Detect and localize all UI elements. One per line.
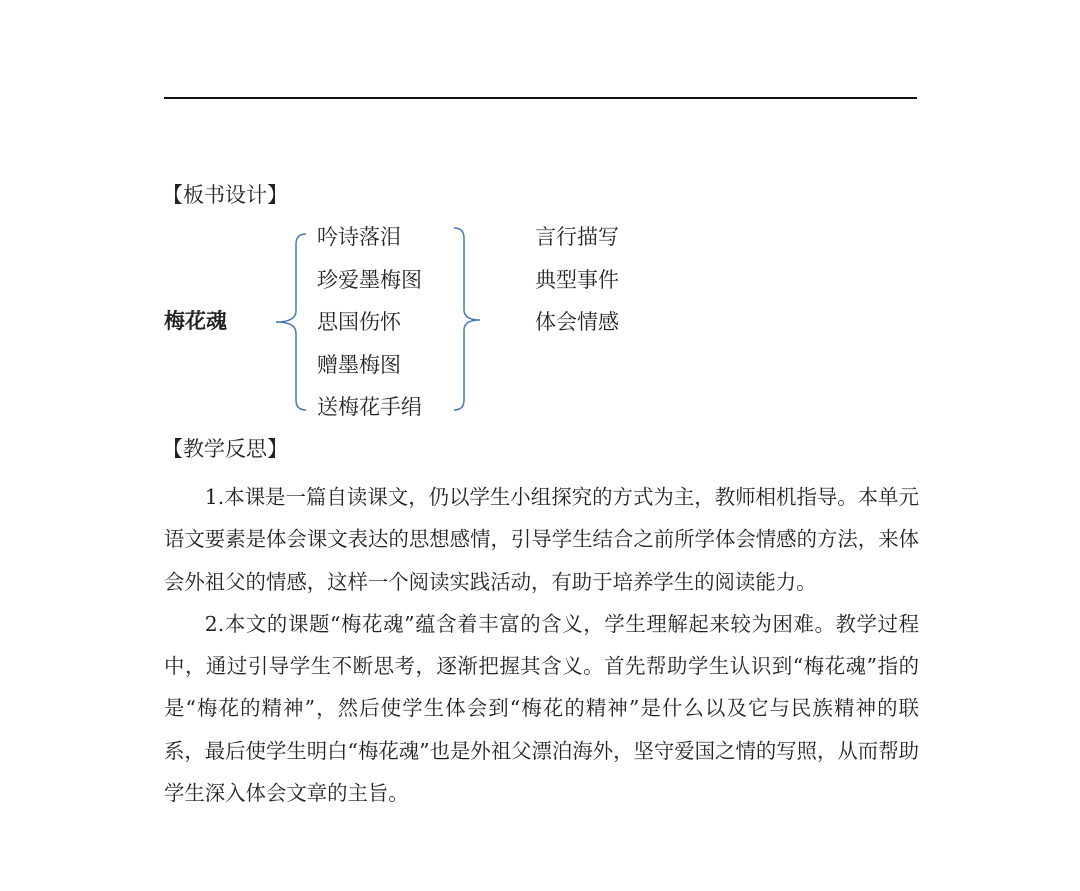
reflection-body [164, 476, 919, 814]
event-item: 吟诗落泪 [317, 225, 401, 249]
aspect-item: 言行描写 [535, 225, 619, 249]
aspect-item: 体会情感 [535, 310, 619, 334]
event-list [317, 223, 422, 436]
aspect-item: 典型事件 [535, 267, 619, 292]
event-item: 送梅花手绢 [317, 395, 422, 419]
teaching-reflection-heading: 【教学反思】 [162, 437, 288, 461]
reflection-paragraph-2: 2.本文的课题“梅花魂”蕴含着丰富的含义，学生理解起来较为困难。教学过程中，通过引导学生不断思考，逐渐把握其含义。首先帮助学生认识到“梅花魂”指的是“梅花的精神”，然后使学生体会到“梅花的精神”是什么以及它与民族精神的联系，最后使学生明白“梅花魂”也是外祖父漂泊海外，坚守爱国之情的写照，从而帮助学生深入体会文章的主旨。 [164, 611, 919, 806]
event-item: 思国伤怀 [317, 310, 401, 334]
board-root-title: 梅花魂 [164, 308, 227, 333]
header-rule [164, 97, 917, 99]
reflection-paragraph-1: 1.本课是一篇自读课文，仍以学生小组探究的方式为主，教师相机指导。本单元语文要素是体会课文表达的思想感情，引导学生结合之前所学体会情感的方法，来体会外祖父的情感，这样一个阅读实践活动，有助于培养学生的阅读能力。 [164, 485, 919, 594]
board-design-heading: 【板书设计】 [162, 183, 288, 207]
right-brace [450, 226, 490, 416]
left-brace [268, 226, 308, 416]
aspect-list [535, 223, 619, 351]
event-item: 珍爱墨梅图 [317, 267, 422, 292]
event-item: 赠墨梅图 [317, 352, 401, 377]
